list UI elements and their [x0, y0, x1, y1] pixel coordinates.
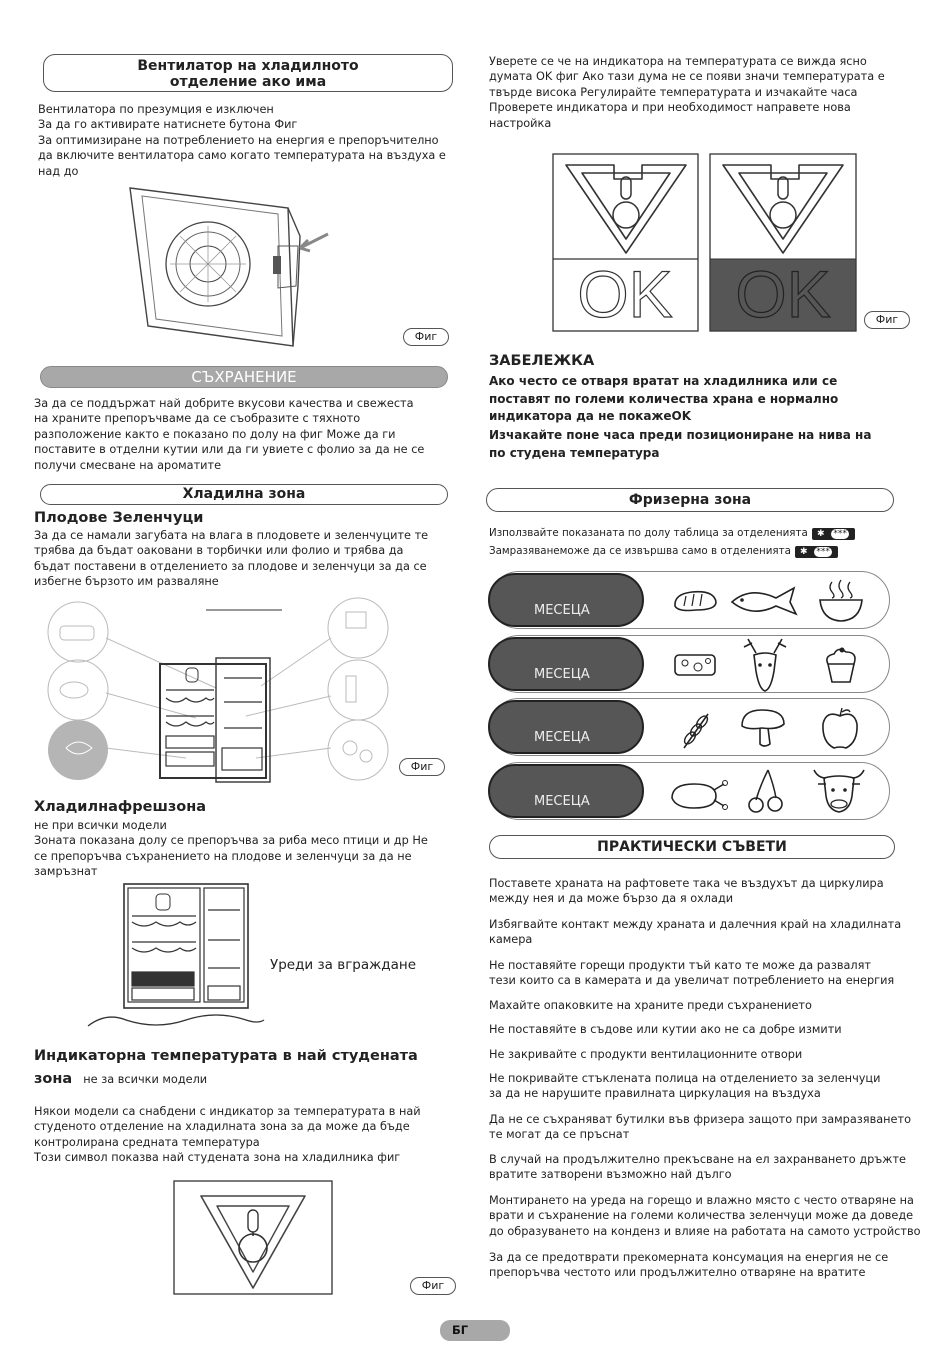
note-heading: ЗАБЕЛЕЖКА [489, 353, 595, 369]
freezer-line-1: Използвайте показаната по долу таблица за отделенията [489, 527, 808, 539]
fridge-zone-title-text: Хладилна зона [182, 486, 306, 502]
chicken-icon [668, 778, 728, 812]
language-label: БГ [452, 1323, 469, 1337]
months-badge [488, 637, 644, 691]
freezer-star-badge-2 [795, 546, 838, 558]
builtin-fridge-diagram [86, 880, 266, 1030]
fresh-zone-heading: Хладилнафрешзона [34, 799, 207, 815]
fish-icon [730, 584, 800, 616]
mushroom-icon [738, 708, 788, 748]
ok-label-light: OK [577, 257, 673, 331]
tip-item: Не покривайте стъклената полица на отделението за зеленчуци за да не нарушите правилната циркулация на въздуха [489, 1072, 881, 1101]
tip-item: Монтирането на уреда на горещо и влажно място с често отваряне на врати и съхранение на големи количества зеленчуци може да доведе до образуването на конденз и влияе на работата на самото устройство [489, 1194, 921, 1238]
freezer-stars-1: *** [833, 529, 847, 539]
fig-label-storage: Фиг [399, 758, 445, 776]
cow-icon [810, 766, 868, 814]
fan-section-title [43, 54, 453, 92]
tip-item: Не закривайте с продукти вентилационните отвори [489, 1048, 803, 1061]
fig-label-ok: Фиг [864, 311, 910, 329]
fridge-storage-diagram [46, 598, 396, 788]
indicator-heading-note: не за всички модели [83, 1073, 208, 1086]
fan-illustration [128, 186, 348, 351]
freezer-star-badge-1 [812, 528, 855, 540]
storage-title-text: СЪХРАНЕНИЕ [191, 368, 297, 386]
freezer-zone-title [486, 488, 894, 512]
bread-icon [672, 588, 718, 614]
fig-label-fan: Фиг [403, 328, 449, 346]
note-text-2: Изчакайте поне часа преди позициониране на нива на по студена температура [489, 428, 872, 460]
tip-item: Не поставяйте горещи продукти тъй като те може да развалят тези които са в камерата и да увеличат потреблението на енергия [489, 959, 895, 988]
tip-item: Избягвайте контакт между храната и далечния край на хладилната камера [489, 918, 902, 947]
indicator-body: Някои модели са снабдени с индикатор за температурата в най студеното отделение на хладилната зона за да може да бъде контролирана средната температура Този символ показва най студената зона на хладилника фиг [34, 1105, 421, 1165]
fresh-zone-body: не при всички модели Зоната показана долу се препоръчва за риба месо птици и др Не се препоръчва съхранението на плодове и зеленчуци за да не замръзнат [34, 819, 428, 879]
tip-item: В случай на продължително прекъсване на ел захранването дръжте вратите затворени възможно най дълго [489, 1153, 906, 1182]
freezer-line-2: Замразяванеможе да се извършва само в отделенията [489, 545, 791, 557]
months-label: МЕСЕЦА [534, 603, 590, 618]
fruits-vegetables-heading: Плодове Зеленчуци [34, 510, 204, 526]
ok-indicator-figure [552, 153, 858, 333]
indicator-heading-line2 [34, 1068, 207, 1087]
snowflake-icon: ✱ [817, 529, 825, 539]
tip-item: Махайте опаковките на храните преди съхранението [489, 999, 812, 1012]
storage-section-title [40, 366, 448, 388]
fan-title-text: Вентилатор на хладилното отделение ако има [137, 58, 359, 90]
tip-item: Поставете храната на рафтовете така че въздухът да циркулира между нея и да може бързо да я охлади [489, 877, 884, 906]
months-badge [488, 764, 644, 818]
page-language-tab [440, 1320, 510, 1341]
months-badge [488, 573, 644, 627]
tip-item: За да се предотврати прекомерната консумация на енергия не се препоръчва честото или продължително отваряне на вратите [489, 1251, 889, 1280]
fruits-vegetables-body: За да се намали загубата на влага в плодовете и зеленчуците те трябва да бъдат оаковани в торбички или фолио и трябва да бъдат поставени в отделението за плодове и зеленчуци за да се избегне бързото им разваляне [34, 529, 429, 589]
wheat-icon [678, 708, 718, 752]
freezer-stars-2: *** [816, 547, 830, 557]
note-text-1: Ако често се отваря вратат на хладилника или се поставят по големи количества храна е нормално индикатора да не покажеOK [489, 374, 839, 423]
cupcake-icon [822, 646, 860, 686]
soup-bowl-icon [818, 578, 864, 624]
fig-label-indicator: Фиг [410, 1277, 456, 1295]
fridge-zone-title [40, 484, 448, 505]
snowflake-icon: ✱ [800, 547, 808, 557]
tip-item: Да не се съхраняват бутилки във фризера защото при замразяването те могат да се пръснат [489, 1113, 911, 1142]
tip-item: Не поставяйте в съдове или кутии ако не са добре измити [489, 1023, 842, 1036]
builtin-label: Уреди за вграждане [270, 957, 417, 973]
cheese-icon [672, 651, 718, 679]
fan-body: Вентилатора по презумция е изключен За да го активирате натиснете бутона Фиг За оптимизиране на потреблението на енергия е препоръчително да включите вентилатора само когато температурата на въздуха е над до [38, 103, 446, 178]
freezer-zone-title-text: Фризерна зона [628, 492, 752, 508]
cherry-icon [746, 768, 786, 814]
tips-title [489, 835, 895, 859]
indicator-heading-zone: зона [34, 1071, 73, 1087]
ok-label-dark: OK [735, 257, 831, 331]
months-label: МЕСЕЦА [534, 794, 590, 809]
indicator-heading-line1: Индикаторна температурата в най студената [34, 1048, 418, 1064]
months-label: МЕСЕЦА [534, 667, 590, 682]
storage-body: За да се поддържат най добрите вкусови качества и свежеста на храните препоръчваме да се съобразите с тяхното разположение както е показано по долу на фиг Може да ги поставите в отделни кутии или да ги увиете с фолио за да не се получи смесване на ароматите [34, 397, 425, 472]
cold-zone-indicator-symbol [173, 1180, 333, 1295]
months-label: МЕСЕЦА [534, 730, 590, 745]
ok-check-intro: Уверете се че на индикатора на температурата се вижда ясно думата OK фиг Ако тази дума не се появи значи температурата е твърде висока Регулирайте температурата и изчакайте часа Проверете индикатора и при необходимост направете нова настройка [489, 55, 885, 130]
apple-icon [820, 706, 860, 750]
months-badge [488, 700, 644, 754]
deer-icon [738, 637, 792, 693]
tips-title-text: ПРАКТИЧЕСКИ СЪВЕТИ [597, 839, 787, 855]
